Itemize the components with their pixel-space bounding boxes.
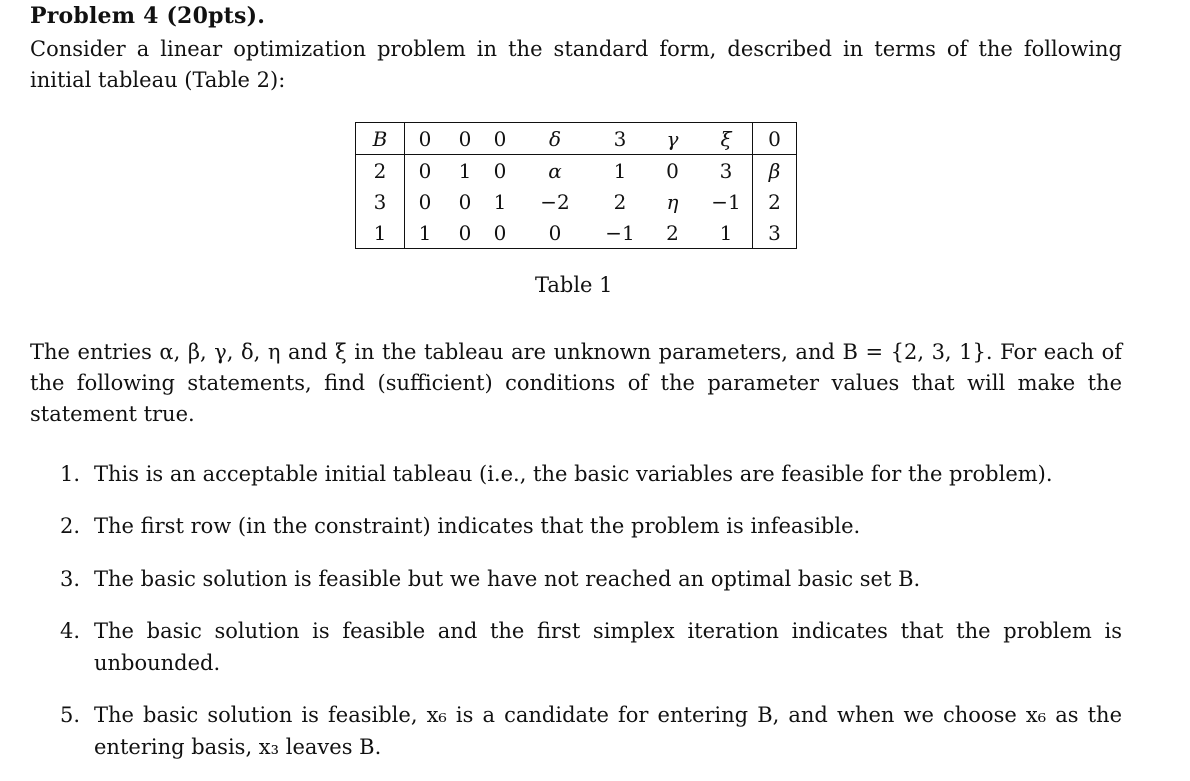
tableau-cell: −2 xyxy=(540,189,570,214)
tableau-cell: −1 xyxy=(605,220,635,245)
tableau-cell: 0 xyxy=(458,220,472,245)
tableau-cell: α xyxy=(548,158,562,183)
tableau-cell: δ xyxy=(515,123,595,155)
tableau-cell: 0 xyxy=(445,123,485,155)
item-number: 3. xyxy=(60,567,81,591)
parameter-paragraph: The entries α, β, γ, δ, η and ξ in the tableau are unknown parameters, and B = {2, 3, 1}. For each of the following statements, find (sufficient) conditions of the parameter values that will make the statement true. xyxy=(30,340,1122,426)
problem-intro: Consider a linear optimization problem in the standard form, described in terms of the following initial tableau (Table 2): xyxy=(30,37,1122,92)
tableau-cell: 0 xyxy=(548,220,562,245)
tableau-cell: 0 xyxy=(418,189,432,214)
tableau-cell: 3 xyxy=(595,123,645,155)
problem-title: Problem 4 (20pts). xyxy=(30,3,266,29)
tableau-cell: 0 xyxy=(493,158,507,183)
list-item xyxy=(60,458,1122,490)
item-number: 5. xyxy=(60,703,81,727)
tableau-cell: β xyxy=(753,155,797,187)
item-text: The basic solution is feasible, x₆ is a candidate for entering B, and when we choose x₆ as the entering basis, x₃ leaves B. xyxy=(94,703,1122,759)
tableau-row xyxy=(356,217,797,249)
tableau-cell: γ xyxy=(645,123,700,155)
tableau-cell: 0 xyxy=(666,158,679,183)
tableau-cell: −1 xyxy=(711,189,741,214)
list-item xyxy=(60,563,1122,595)
item-number: 2. xyxy=(60,514,81,538)
tableau-cell: 3 xyxy=(719,158,733,183)
simplex-tableau xyxy=(355,122,797,249)
tableau-cell: ξ xyxy=(700,123,753,155)
tableau-cell: 3 xyxy=(356,186,405,217)
table-caption: Table 1 xyxy=(535,273,613,297)
tableau-cell: 2 xyxy=(666,220,679,245)
tableau-cell: 2 xyxy=(356,155,405,187)
tableau-cell: 2 xyxy=(753,186,797,217)
tableau-cell: 0 xyxy=(485,123,515,155)
tableau-cell: η xyxy=(666,189,679,214)
item-number: 1. xyxy=(60,462,81,486)
item-text: This is an acceptable initial tableau (i.e., the basic variables are feasible for the problem). xyxy=(94,462,1053,486)
tableau-cell: 0 xyxy=(753,123,797,155)
list-item xyxy=(60,615,1122,679)
tableau-cell: 1 xyxy=(458,158,472,183)
item-text: The basic solution is feasible but we have not reached an optimal basic set B. xyxy=(94,567,921,591)
tableau-cell: 1 xyxy=(613,158,627,183)
tableau-cell: 1 xyxy=(493,189,507,214)
list-item xyxy=(60,510,1122,542)
tableau-cell: 2 xyxy=(613,189,627,214)
item-text: The first row (in the constraint) indicates that the problem is infeasible. xyxy=(94,514,861,538)
tableau-cell: 0 xyxy=(418,158,432,183)
tableau-header-row xyxy=(356,123,797,155)
tableau-cell: 1 xyxy=(356,217,405,249)
tableau-cell: 0 xyxy=(493,220,507,245)
tableau-cell: 1 xyxy=(418,220,432,245)
tableau-cell: 0 xyxy=(405,123,446,155)
item-text: The basic solution is feasible and the first simplex iteration indicates that the problem is unbounded. xyxy=(94,619,1122,675)
tableau-row xyxy=(356,155,797,187)
tableau-row xyxy=(356,186,797,217)
tableau-cell: 3 xyxy=(753,217,797,249)
tableau-cell: 1 xyxy=(719,220,733,245)
tableau-cell: B xyxy=(356,123,405,155)
list-item xyxy=(60,699,1122,763)
item-number: 4. xyxy=(60,619,81,643)
tableau-cell: 0 xyxy=(458,189,472,214)
